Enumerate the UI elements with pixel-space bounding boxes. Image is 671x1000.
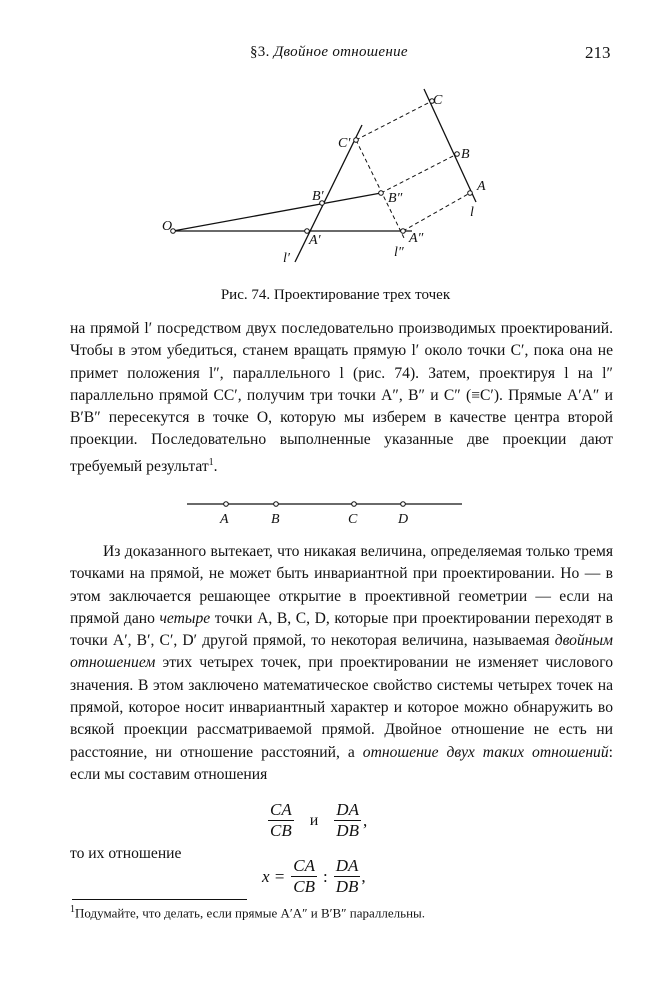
dash-AppA [403,193,470,231]
point-line-C [352,502,357,507]
point-B [455,152,460,157]
paragraph-3-text: то их отношение [70,845,182,862]
label-l: l [470,205,474,220]
label-Ap: A′ [309,233,321,248]
denominator: CB [270,821,292,840]
section-title: Двойное отношение [273,44,408,60]
label-line-C: C [348,512,358,527]
label-Bp: B′ [312,189,324,204]
dash-BppB [381,154,457,193]
footnote-rule [72,899,247,900]
fraction-da-db [334,856,361,897]
fraction-ca-cb [268,800,294,841]
paragraph-2-part1: Из доказанного вытекает, что никакая величина, определяемая только тремя точками на прямой, не может быть инвариантной при проектировании. Но — в этом заключается решающее открытие в проективной геометрии — если на прямой дано [70,543,613,627]
page-number: 213 [585,43,611,62]
paragraph-2-part2: точки A, B, C, D, которые при проектировании переходят в точки A′, B′, C′, D′ другой прямой, то некоторая величина, называемая [70,609,613,650]
label-line-D: D [398,512,409,527]
formula-punctuation: , [362,810,368,830]
paragraph-2 [70,541,613,786]
emphasis-four: четыре [159,609,211,627]
numerator: DA [335,856,359,875]
numerator: CA [270,800,292,819]
label-line-B: B [271,512,280,527]
line-lp [295,125,362,262]
emphasis-ratio-of-ratios: отношение двух таких отношений [362,743,609,761]
label-lpp: l″ [394,245,404,260]
division-operator: : [323,866,328,886]
dash-CpC [356,101,432,140]
denominator: DB [335,877,359,896]
emphasis-cross-ratio: двойным отношением [70,632,613,672]
label-App: A″ [409,231,424,246]
label-Bpp: B″ [388,191,403,206]
point-line-A [224,502,229,507]
dash-lpp [356,140,405,240]
point-line-B [274,502,279,507]
line-OBpp [173,193,381,231]
footnote [70,904,425,921]
label-Cp: C′ [338,136,351,151]
footnote-mark: 1 [70,904,75,915]
paragraph-2-part4: : если мы составим отношения [70,743,613,783]
point-Cp [354,138,359,143]
section-number: §3. [250,44,270,60]
line-l [424,89,476,202]
point-App [401,229,406,234]
formula-ratios [268,800,367,841]
label-lp: l′ [283,251,290,266]
numerator: DA [336,800,359,819]
numerator: CA [293,856,316,875]
point-A [468,191,473,196]
footnote-text: Подумайте, что делать, если прямые A′A″ и B′B″ параллельны. [75,905,426,921]
paragraph-2-part3: этих четырех точек, при проектировании не изменяет числового значения. В этом заключено математическое свойство системы четырех точек на прямой, которое носит инвариантный характер и которое можно обнаружить во всякой проекции рассматриваемой прямой. Двойное отношение не есть ни расстояние, ни отношение расстояний, а [70,654,613,761]
label-C: C [433,93,443,108]
formula-punctuation: , [361,866,366,886]
formula-lhs: x = [262,866,286,886]
paragraph-1-text: на прямой l′ посредством двух последовательно производимых проектирований. Чтобы в этом убедиться, станем вращать прямую l′ около точки C′, пока она не примет положения l″, параллельного l (рис. 74). Затем, проектируя l на l″ параллельно прямой CC′, получим три точки A″, B″ и C″ (≡C′). Прямые A′A″ и B′B″ пересекутся в точке O, которую мы изберем в качестве центра второй проекции. Последовательно выполненные указанные две проекции дают требуемый результат [70,320,613,475]
formula-cross-ratio [262,856,366,897]
footnote-ref: 1 [208,456,214,468]
fraction-ca-cb [291,856,317,897]
label-B: B [461,147,470,162]
point-Bpp [379,191,384,196]
denominator: CB [293,877,316,896]
label-O: O [162,219,173,234]
figure-caption: Рис. 74. Проектирование трех точек [220,287,451,303]
label-line-A: A [220,512,229,527]
point-line-D [401,502,406,507]
denominator: DB [336,821,359,840]
conjunction: и [309,811,319,829]
label-A: A [477,179,486,194]
paragraph-1: на прямой l′ посредством двух последовательно производимых проектирований. Чтобы в этом убедиться, станем вращать прямую l′ около точки C′, пока она не примет положения l″, параллельного l (рис. 74). Затем, проектируя l на l″ параллельно прямой CC′, получим три точки A″, B″ и C″ (≡C′). Прямые A′A″ и B′B″ пересекутся в точке O, которую мы изберем в качестве центра второй проекции. Последовательно выполненные указанные две проекции дают требуемый результат$^1$. [70,320,613,475]
fraction-da-db [334,800,361,841]
